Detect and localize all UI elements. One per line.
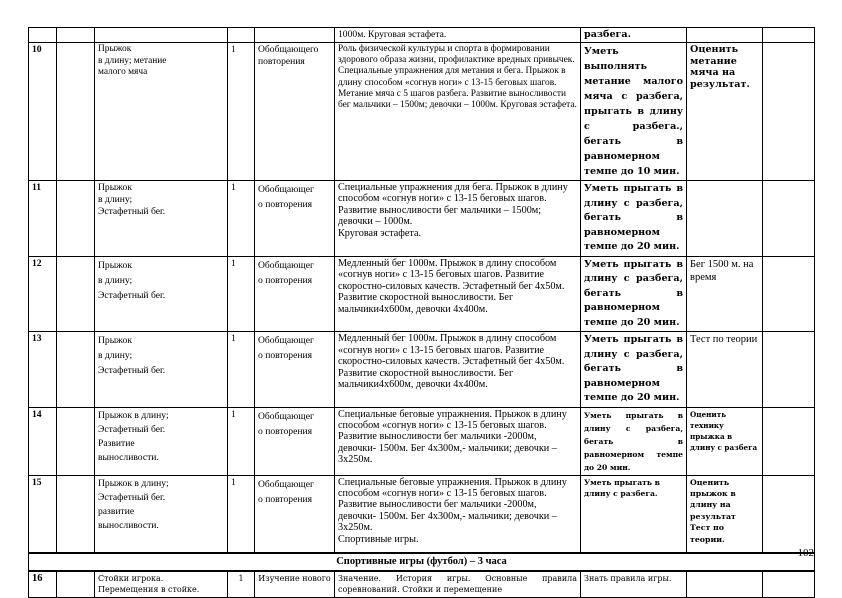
hours-cell: 1 bbox=[228, 43, 255, 181]
control-cell: Оценить прыжок в длину на результат Тест по теории. bbox=[687, 475, 763, 553]
lesson-type-cell: Изучение нового bbox=[255, 571, 335, 598]
hours-cell: 1 bbox=[228, 181, 255, 257]
cell-empty bbox=[57, 28, 95, 43]
lesson-type-cell: Обобщающег о повторения bbox=[255, 256, 335, 332]
cell-empty bbox=[228, 28, 255, 43]
hours-cell: 1 bbox=[228, 332, 255, 408]
lesson-type-cell: Обобщающего повторения bbox=[255, 43, 335, 181]
cell-empty bbox=[763, 28, 815, 43]
cell-empty bbox=[763, 43, 815, 181]
lesson-plan-table bbox=[28, 27, 815, 598]
hours-cell: 1 bbox=[228, 475, 255, 553]
table-row bbox=[29, 43, 815, 181]
content-cell: Роль физической культуры и спорта в формировании здорового образа жизни, профилактике вредных привычек. Специальные упражнения для метания и бега. Прыжок в длину способом «согнув ноги» с 13-15 беговых шагов. Метание мяча с 5 шагов разбега. Развитие выносливости бег мальчики – 1500м; девочки – 1000м. Круговая эстафета. bbox=[335, 43, 581, 181]
cell-empty bbox=[763, 571, 815, 598]
topic-cell: Стойки игрока. Перемещения в стойке. bbox=[95, 571, 228, 598]
cell-empty bbox=[687, 28, 763, 43]
content-cell: 1000м. Круговая эстафета. bbox=[335, 28, 581, 43]
lesson-number: 11 bbox=[29, 181, 57, 257]
skills-cell: Уметь прыгать в длину с разбега, бегать в равномерном темпе до 20 мин. bbox=[581, 332, 687, 408]
skills-cell: разбега. bbox=[581, 28, 687, 43]
cell-empty bbox=[29, 28, 57, 43]
content-cell: Специальные упражнения для бега. Прыжок в длину способом «согнув ноги» с 13-15 беговых шагов. Развитие выносливости бег мальчики – 1500м; девочки – 1000м. Круговая эстафета. bbox=[335, 181, 581, 257]
lesson-type-cell: Обобщающег о повторения bbox=[255, 475, 335, 553]
lesson-number: 14 bbox=[29, 407, 57, 475]
cell-empty bbox=[57, 181, 95, 257]
topic-cell: Прыжок в длину; Эстафетный бег. развитие выносливости. bbox=[95, 475, 228, 553]
cell-empty bbox=[255, 28, 335, 43]
cell-empty bbox=[763, 332, 815, 408]
topic-cell: Прыжок в длину; Эстафетный бег. bbox=[95, 181, 228, 257]
cell-empty bbox=[57, 332, 95, 408]
cell-empty bbox=[763, 256, 815, 332]
topic-cell: Прыжок в длину; метание малого мяча bbox=[95, 43, 228, 181]
skills-cell: Знать правила игры. bbox=[581, 571, 687, 598]
skills-cell: Уметь прыгать в длину с разбега. bbox=[581, 475, 687, 553]
cell-empty bbox=[95, 28, 228, 43]
control-cell: Тест по теории bbox=[687, 332, 763, 408]
skills-cell: Уметь прыгать в длину с разбега, бегать в равномерном темпе до 20 мин. bbox=[581, 407, 687, 475]
cell-empty bbox=[763, 181, 815, 257]
lesson-type-cell: Обобщающег о повторения bbox=[255, 181, 335, 257]
lesson-number: 12 bbox=[29, 256, 57, 332]
cell-empty bbox=[57, 43, 95, 181]
table-row bbox=[29, 181, 815, 257]
skills-cell: Уметь прыгать в длину с разбега, бегать в равномерном темпе до 20 мин. bbox=[581, 256, 687, 332]
content-cell: Специальные беговые упражнения. Прыжок в длину способом «согнув ноги» с 13-15 беговых шагов. Развитие выносливости бег мальчики -2000м, девочки- 1500м. Бег 4х300м,- мальчики; девочки – 3х250м. bbox=[335, 407, 581, 475]
control-cell: Оценить технику прыжка в длину с разбега bbox=[687, 407, 763, 475]
cell-empty bbox=[57, 256, 95, 332]
cell-empty bbox=[763, 475, 815, 553]
lesson-number: 16 bbox=[29, 571, 57, 598]
section-heading: Спортивные игры (футбол) – 3 часа bbox=[29, 553, 815, 571]
content-cell: Медленный бег 1000м. Прыжок в длину способом «согнув ноги» с 13-15 беговых шагов. Развитие скоростно-силовых качеств. Эстафетный бег 4х50м. Развитие скоростной выносливости. Бег мальчики4х600м, девочки 4х400м. bbox=[335, 256, 581, 332]
cell-empty bbox=[57, 571, 95, 598]
lesson-type-cell: Обобщающег о повторения bbox=[255, 407, 335, 475]
cell-empty bbox=[763, 407, 815, 475]
table-row bbox=[29, 407, 815, 475]
hours-cell: 1 bbox=[228, 256, 255, 332]
lesson-number: 13 bbox=[29, 332, 57, 408]
hours-cell: 1 bbox=[228, 407, 255, 475]
table-row bbox=[29, 256, 815, 332]
topic-cell: Прыжок в длину; Эстафетный бег. Развитие выносливости. bbox=[95, 407, 228, 475]
topic-cell: Прыжок в длину; Эстафетный бег. bbox=[95, 256, 228, 332]
content-cell: Значение. История игры. Основные правила соревнований. Стойки и перемещение bbox=[335, 571, 581, 598]
skills-cell: Уметь выполнять метание малого мяча с разбега, прыгать в длину с разбега., бегать в равномерном темпе до 10 мин. bbox=[581, 43, 687, 181]
cell-empty bbox=[57, 475, 95, 553]
lesson-number: 10 bbox=[29, 43, 57, 181]
table-row bbox=[29, 571, 815, 598]
hours-cell: 1 bbox=[228, 571, 255, 598]
table-row bbox=[29, 332, 815, 408]
control-cell: Оценить метание мяча на результат. bbox=[687, 43, 763, 181]
cell-empty bbox=[57, 407, 95, 475]
topic-cell: Прыжок в длину; Эстафетный бег. bbox=[95, 332, 228, 408]
table-row bbox=[29, 475, 815, 553]
skills-cell: Уметь прыгать в длину с разбега, бегать в равномерном темпе до 20 мин. bbox=[581, 181, 687, 257]
control-cell: Бег 1500 м. на время bbox=[687, 256, 763, 332]
section-heading-row bbox=[29, 553, 815, 571]
control-cell bbox=[687, 181, 763, 257]
page-number: 102 bbox=[797, 547, 814, 559]
lesson-type-cell: Обобщающег о повторения bbox=[255, 332, 335, 408]
table-row bbox=[29, 28, 815, 43]
content-cell: Специальные беговые упражнения. Прыжок в длину способом «согнув ноги» с 13-15 беговых шагов. Развитие выносливости бег мальчики -2000м, девочки- 1500м. Бег 4х300м,- мальчики; девочки – 3х250м. Спортивные игры. bbox=[335, 475, 581, 553]
cell-empty bbox=[687, 571, 763, 598]
lesson-number: 15 bbox=[29, 475, 57, 553]
content-cell: Медленный бег 1000м. Прыжок в длину способом «согнув ноги» с 13-15 беговых шагов. Развитие скоростно-силовых качеств. Эстафетный бег 4х50м. Развитие скоростной выносливости. Бег мальчики4х600м, девочки 4х400м. bbox=[335, 332, 581, 408]
